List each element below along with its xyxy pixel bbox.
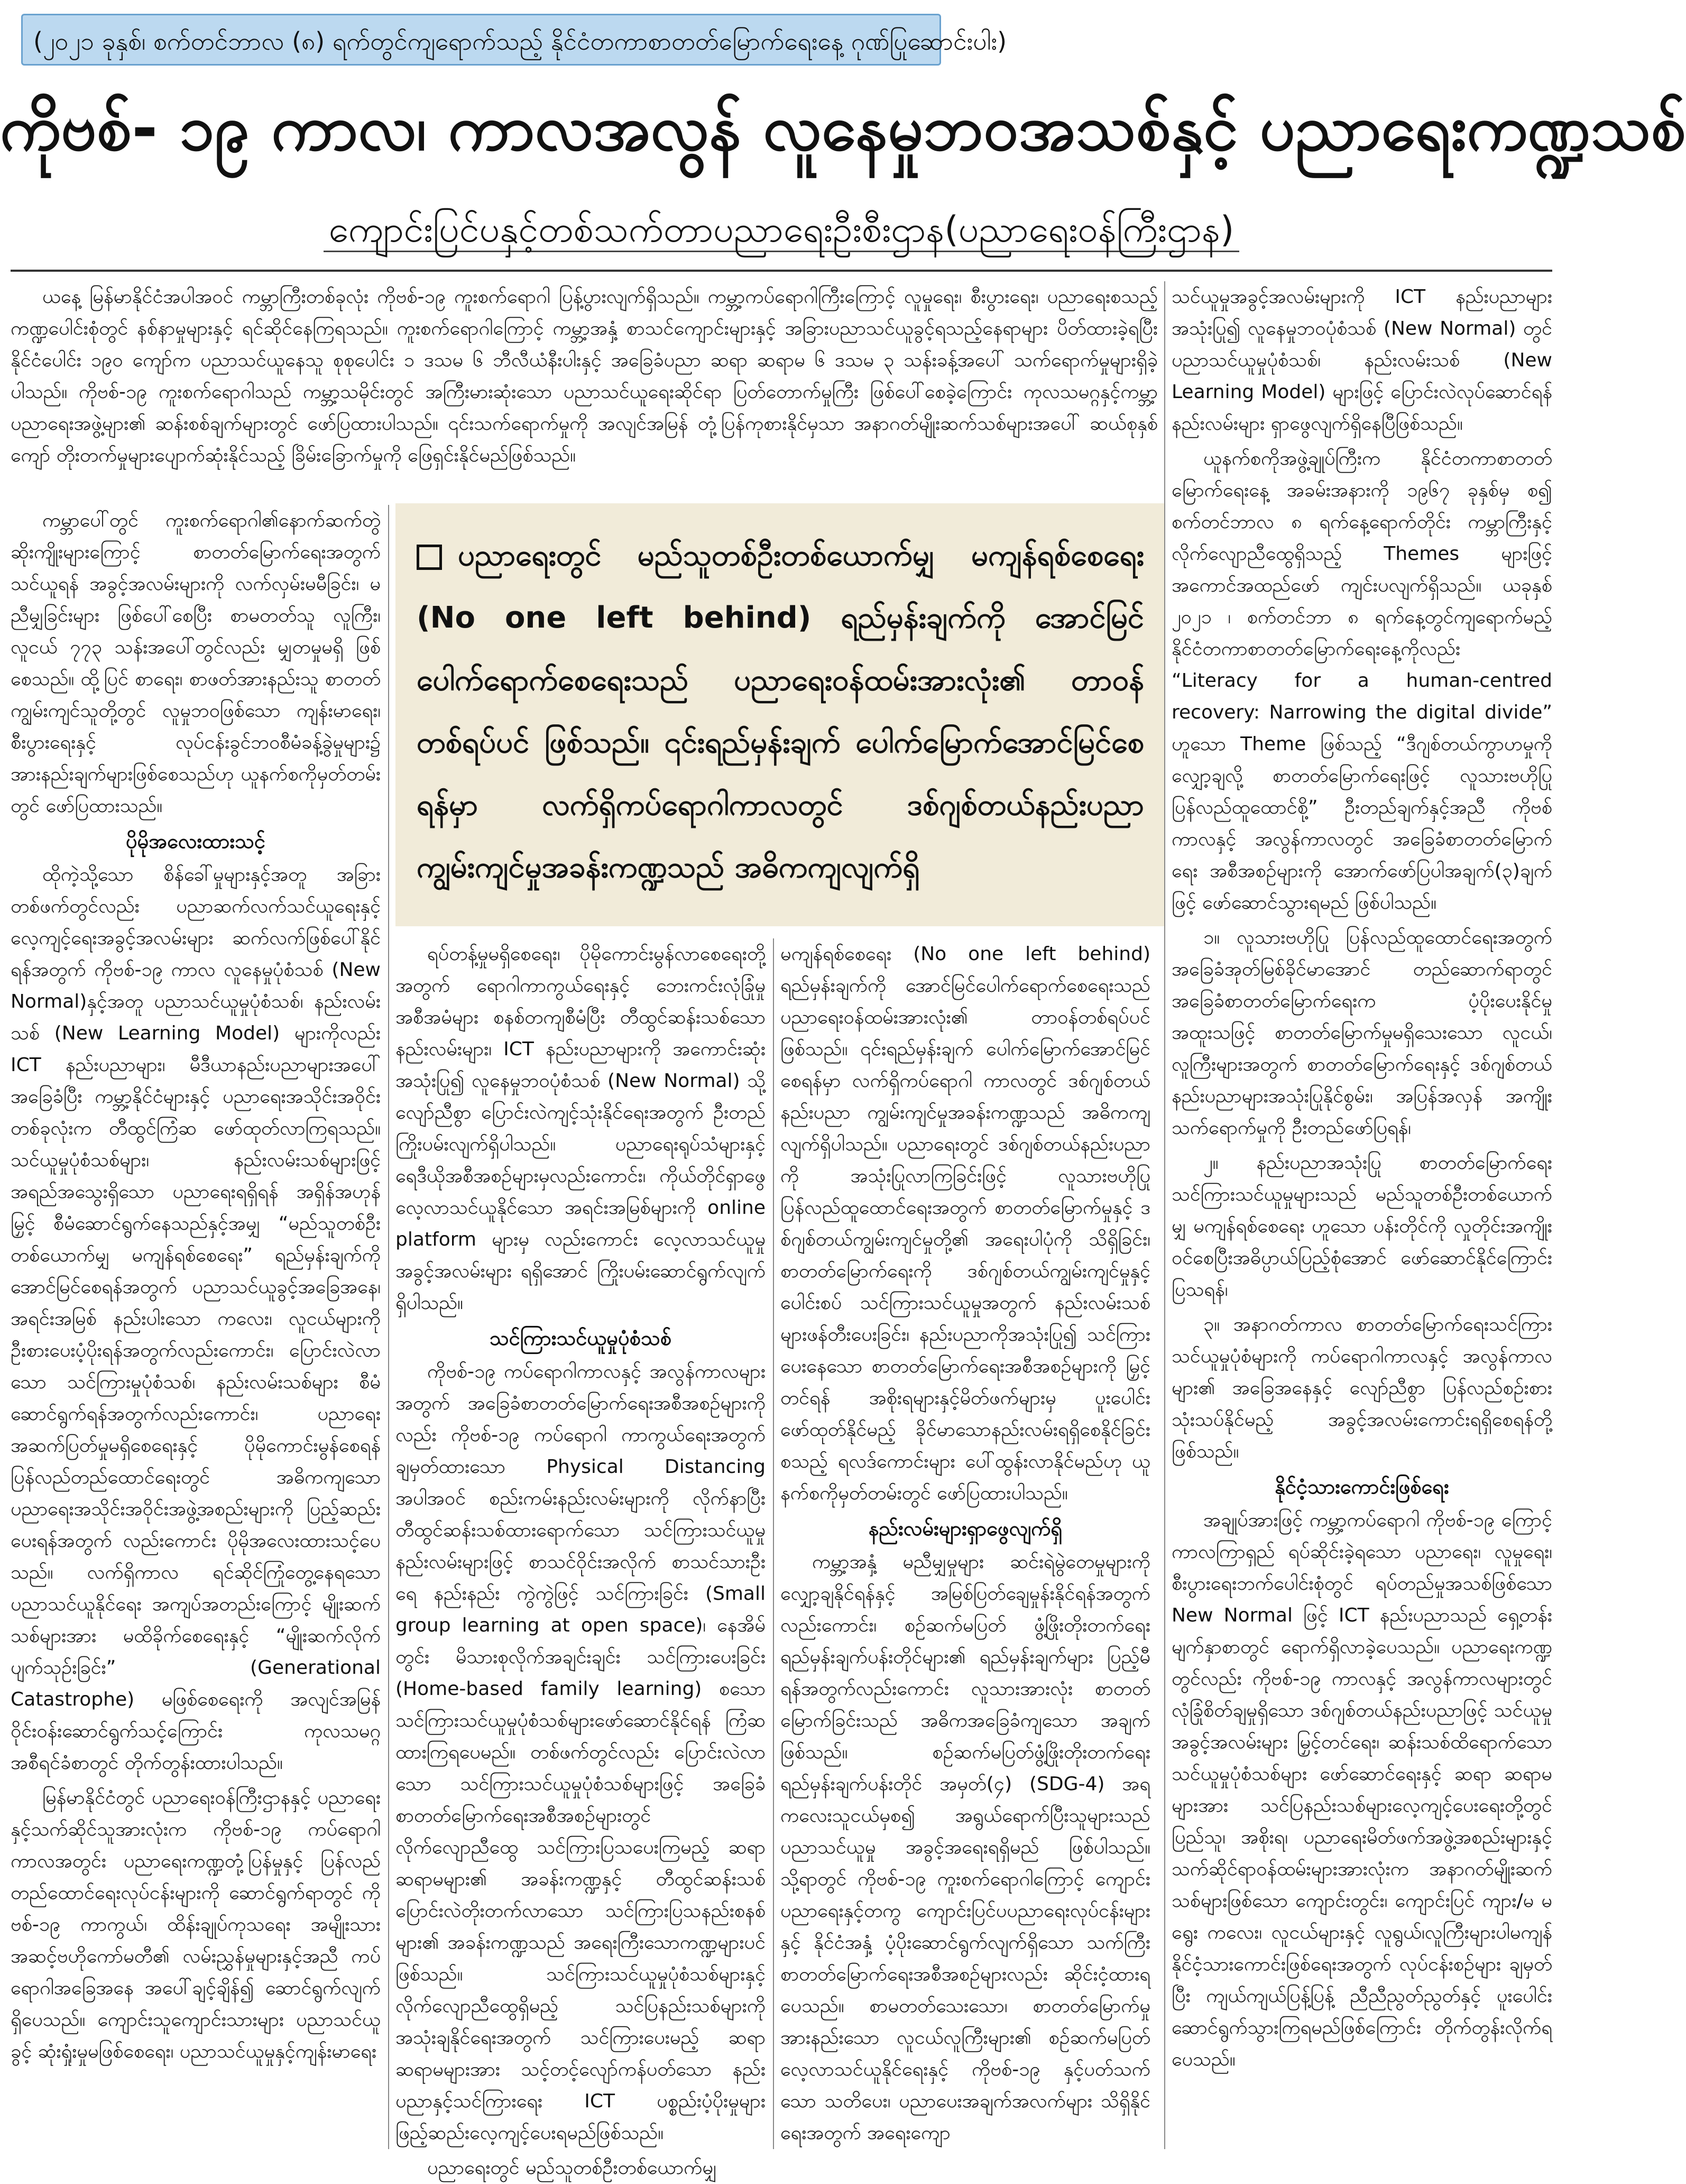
col3-paragraph-2: ကမ္ဘာ့အနှံ့ မညီမျှမှုများ ဆင်းရဲမွဲတေမှုများကို လျှော့ချနိုင်ရန်နှင့် အမြစ်ပြတ်ချေမှုန်းနိုင်ရန်အတွက် လည်းကောင်း၊ စဉ်ဆက်မပြတ် ဖွံ့ဖြိုးတိုးတက်ရေး ရည်မှန်းချက်ပန်းတိုင်များ၏ ရည်မှန်းချက်များ ပြည့်မီရန်အတွက်လည်းကောင်း လူသားအားလုံး စာတတ်မြောက်ခြင်းသည် အဓိကအခြေခံကျသော အချက်ဖြစ်သည်။ စဉ်ဆက်မပြတ်ဖွံ့ဖြိုးတိုးတက်ရေး ရည်မှန်းချက်ပန်းတိုင် အမှတ်(၄) (SDG-4) အရ ကလေးသူငယ်မှစ၍ အရွယ်ရောက်ပြီးသူများသည် ပညာသင်ယူမှု အခွင့်အရေးရရှိမည် ဖြစ်ပါသည်။ သို့ရာတွင် ကိုဗစ်-၁၉ ကူးစက်ရောဂါကြောင့် ကျောင်းပညာရေးနှင့်တကွ ကျောင်းပြင်ပပညာရေးလုပ်ငန်းများနှင့် နိုင်ငံအနှံ့ ပံ့ပိုးဆောင်ရွက်လျက်ရှိသော သက်ကြီးစာတတ်မြောက်ရေးအစီအစဉ်များလည်း ဆိုင်းငံ့ထားရပေသည်။ စာမတတ်သေးသော၊ စာတတ်မြောက်မှုအားနည်းသော လူငယ်လူကြီးများ၏ စဉ်ဆက်မပြတ်လေ့လာသင်ယူနိုင်ရေးနှင့် ကိုဗစ်-၁၉ နှင့်ပတ်သက်သော သတိပေး၊ ပညာပေးအချက်အလက်များ သိရှိနိုင်ရေးအတွက် အရေးကျော [780, 1551, 1150, 2144]
col2-subheading: သင်ကြားသင်ယူမှုပုံစံသစ် [489, 1326, 672, 1350]
col1-paragraph-1: ကမ္ဘာပေါ်တွင် ကူးစက်ရောဂါ၏နောက်ဆက်တွဲ ဆိုးကျိုးများကြောင့် စာတတ်မြောက်ရေးအတွက် သင်ယူရန် အခွင့်အလမ်းများကို လက်လှမ်းမမီခြင်း၊ မညီမျှခြင်းများ ဖြစ်ပေါ်စေပြီး စာမတတ်သူ လူကြီး၊ လူငယ် ၇၇၃ သန်းအပေါ်တွင်လည်း မျှတမှုမရှိ ဖြစ်စေသည်။ ထို့ပြင် စာရေး၊ စာဖတ်အားနည်းသူ စာတတ်ကျွမ်းကျင်သူတို့တွင် လူမှုဘဝဖြစ်သော ကျန်းမာရေး၊ စီးပွားရေးနှင့် လုပ်ငန်းခွင်ဘဝစီမံခန့်ခွဲမှုများ၌ အားနည်းချက်များဖြစ်စေသည်ဟု ယူနက်စကိုမှတ်တမ်းတွင် ဖော်ပြထားသည်။ [11, 510, 381, 817]
col4-list-item-2: ၂။ နည်းပညာအသုံးပြု စာတတ်မြောက်ရေး သင်ကြားသင်ယူမှုများသည် မည်သူတစ်ဦးတစ်ယောက်မျှ မကျန်ရစ်စေရေး ဟူသော ပန်းတိုင်ကို လှုတိုင်းအကျိုးဝင်စေပြီးအဓိပ္ပာယ်ပြည့်စုံအောင် ဖော်ဆောင်နိုင်ကြောင်း ပြသရန်၊ [1172, 1152, 1552, 1301]
lead-text: ယနေ့ မြန်မာနိုင်ငံအပါအဝင် ကမ္ဘာကြီးတစ်ခုလုံး ကိုဗစ်-၁၉ ကူးစက်ရောဂါ ပြန့်ပွားလျက်ရှိသည်။ ကမ္ဘာ့ကပ်ရောဂါကြီးကြောင့် လူမှုရေး၊ စီးပွားရေး၊ ပညာရေးစသည့် ကဏ္ဍပေါင်းစုံတွင် နစ်နာမှုများနှင့် ရင်ဆိုင်နေကြရသည်။ ကူးစက်ရောဂါကြောင့် ကမ္ဘာ့အနှံ့ စာသင်ကျောင်းများနှင့် အခြားပညာသင်ယူခွင့်ရသည့်နေရာများ ပိတ်ထားခဲ့ရပြီး နိုင်ငံပေါင်း ၁၉၀ ကျော်က ပညာသင်ယူနေသူ စုစုပေါင်း ၁ ဒသမ ၆ ဘီလီယံနီးပါးနှင့် အခြေခံပညာ ဆရာ ဆရာမ ၆ ဒသမ ၃ သန်းခန့်အပေါ် သက်ရောက်မှုများရှိခဲ့ပါသည်။ ကိုဗစ်-၁၉ ကူးစက်ရောဂါသည် ကမ္ဘာ့သမိုင်းတွင် အကြီးမားဆုံးသော ပညာသင်ယူရေးဆိုင်ရာ ပြတ်တောက်မှုကြီး ဖြစ်ပေါ်စေခဲ့ကြောင်း ကုလသမဂ္ဂနှင့်ကမ္ဘာ့ပညာရေးအဖွဲ့များ၏ ဆန်းစစ်ချက်များတွင် ဖော်ပြထားပါသည်။ ၎င်းသက်ရောက်မှုကို အလျင်အမြန် တုံ့ပြန်ကုစားနိုင်မှသာ အနာဂတ်မျိုးဆက်သစ်များအပေါ် ဆယ်စုနှစ်ကျော် တိုးတက်မှုများပျောက်ဆုံးနိုင်သည့် ခြိမ်းခြောက်မှုကို ဖြေရှင်းနိုင်မည်ဖြစ်သည်။ [11, 286, 1158, 466]
col1-paragraph-2: ထိုကဲ့သို့သော စိန်ခေါ်မှုများနှင့်အတူ အခြားတစ်ဖက်တွင်လည်း ပညာဆက်လက်သင်ယူရေးနှင့် လေ့ကျင့်ရေးအခွင့်အလမ်းများ ဆက်လက်ဖြစ်ပေါ်နိုင်ရန်အတွက် ကိုဗစ်-၁၉ ကာလ လူနေမှုပုံစံသစ် (New Normal)နှင့်အတူ ပညာသင်ယူမှုပုံစံသစ်၊ နည်းလမ်းသစ် (New Learning Model) များကိုလည်း ICT နည်းပညာများ၊ မီဒီယာနည်းပညာများအပေါ် အခြေခံပြီး ကမ္ဘာ့နိုင်ငံများနှင့် ပညာရေးအသိုင်းအဝိုင်းတစ်ခုလုံးက တီထွင်ကြံဆ ဖော်ထုတ်လာကြရသည်။ သင်ယူမှုပုံစံသစ်များ၊ နည်းလမ်းသစ်များဖြင့် အရည်အသွေးရှိသော ပညာရေးရရှိရန် အရှိန်အဟုန်မြှင့် စီမံဆောင်ရွက်နေသည်နှင့်အမျှ “မည်သူတစ်ဦးတစ်ယောက်မျှ မကျန်ရစ်စေရေး” ရည်မှန်းချက်ကို အောင်မြင်စေရန်အတွက် ပညာသင်ယူခွင့်အခြေအနေ၊ အရင်းအမြစ် နည်းပါးသော ကလေး၊ လူငယ်များကို ဦးစားပေးပံ့ပိုးရန်အတွက်လည်းကောင်း၊ ပြောင်းလဲလာသော သင်ကြားမှုပုံစံသစ်၊ နည်းလမ်းသစ်များ စီမံဆောင်ရွက်ရန်အတွက်လည်းကောင်း၊ ပညာရေး အဆက်ပြတ်မှုမရှိစေရေးနှင့် ပိုမိုကောင်းမွန်စေရန် ပြန်လည်တည်ထောင်ရေးတွင် အဓိကကျသော ပညာရေးအသိုင်းအဝိုင်းအဖွဲ့အစည်းများကို ပြည့်ဆည်းပေးရန်အတွက် လည်းကောင်း ပိုမိုအလေးထားသင့်ပေသည်။ လက်ရှိကာလ ရင်ဆိုင်ကြုံတွေ့နေရသော ပညာသင်ယူနိုင်ရေး အကျပ်အတည်းကြောင့် မျိုးဆက်သစ်များအား မထိခိုက်စေရေးနှင့် “မျိုးဆက်လိုက်ပျက်သုဉ်းခြင်း” (Generational Catastrophe) မဖြစ်စေရေးကို အလျင်အမြန် ဝိုင်းဝန်းဆောင်ရွက်သင့်ကြောင်း ကုလသမဂ္ဂအစီရင်ခံစာတွင် တိုက်တွန်းထားပါသည်။ [11, 864, 381, 1774]
column-divider-2 [773, 938, 774, 2149]
col4-list-item-1: ၁။ လူသားဗဟိုပြု ပြန်လည်ထူထောင်ရေးအတွက် အခြေခံအုတ်မြစ်ခိုင်မာအောင် တည်ဆောက်ရာတွင် အခြေခံစာတတ်မြောက်ရေးက ပံ့ပိုးပေးနိုင်မှု အထူးသဖြင့် စာတတ်မြောက်မှုမရှိသေးသော လူငယ်၊ လူကြီးများအတွက် စာတတ်မြောက်ရေးနှင့် ဒစ်ဂျစ်တယ်နည်းပညာများအသုံးပြုနိုင်စွမ်း၊ အပြန်အလှန် အကျိုးသက်ရောက်မှုကို ဦးတည်ဖော်ပြရန်၊ [1172, 927, 1552, 1139]
col4-paragraph-1: သင်ယူမှုအခွင့်အလမ်းများကို ICT နည်းပညာများ အသုံးပြု၍ လူနေမှုဘဝပုံစံသစ် (New Normal) တွင် ပညာသင်ယူမှုပုံစံသစ်၊ နည်းလမ်းသစ် (New Learning Model) များဖြင့် ပြောင်းလဲလုပ်ဆောင်ရန် နည်းလမ်းများ ရှာဖွေလျက်ရှိနေပြီဖြစ်သည်။ [1172, 286, 1552, 435]
article-byline [0, 201, 1563, 259]
byline-text: ကျောင်းပြင်ပနှင့်တစ်သက်တာပညာရေးဦးစီးဌာန(ပညာရေးဝန်ကြီးဌာန) [324, 209, 1240, 252]
pull-quote-box [395, 503, 1165, 926]
col1-subheading: ပိုမိုအလေးထားသင့် [126, 830, 265, 853]
col4-subheading: နိုင်ငံ့သားကောင်းဖြစ်ရေး [1275, 1475, 1449, 1498]
col4-paragraph-2: ယူနက်စကိုအဖွဲ့ချုပ်ကြီးက နိုင်ငံတကာစာတတ်မြောက်ရေးနေ့ အခမ်းအနားကို ၁၉၆၇ ခုနှစ်မှ စ၍ စက်တင်ဘာလ ၈ ရက်နေ့ရောက်တိုင်း ကမ္ဘာကြီးနှင့်လိုက်လျောညီထွေရှိသည့် Themes များဖြင့် အကောင်အထည်ဖော် ကျင်းပလျက်ရှိသည်။ ယခုနှစ် ၂၀၂၁ ၊ စက်တင်ဘာ ၈ ရက်နေ့တွင်ကျရောက်မည့် နိုင်ငံတကာစာတတ်မြောက်ရေးနေ့ကိုလည်း “Literacy for a human-centred recovery: Narrowing the digital divide” ဟူသော Theme ဖြစ်သည့် “ဒီဂျစ်တယ်ကွာဟမှုကိုလျှော့ချလို့ စာတတ်မြောက်ရေးဖြင့် လူသားဗဟိုပြုပြန်လည်ထူထောင်စို့” ဦးတည်ချက်နှင့်အညီ ကိုဗစ်ကာလနှင့် အလွန်ကာလတွင် အခြေခံစာတတ်မြောက်ရေး အစီအစဉ်များကို အောက်ဖော်ပြပါအချက်(၃)ချက်ဖြင့် ဖော်ဆောင်သွားရမည် ဖြစ်ပါသည်။ [1172, 448, 1552, 914]
commemoration-banner: (၂၀၂၁ ခုနှစ်၊ စက်တင်ဘာလ (၈) ရက်တွင်ကျရောက်သည့် နိုင်ငံတကာစာတတ်မြောက်ရေးနေ့ ဂုဏ်ပြုဆောင်းပါး) [21, 14, 941, 66]
article-column-2 [395, 938, 766, 2179]
checkbox-bullet-icon [417, 545, 442, 570]
article-title: ကိုဗစ်- ၁၉ ကာလ၊ ကာလအလွန် လူနေမှုဘဝအသစ်နှင့် ပညာရေးကဏ္ဍသစ် [0, 91, 1686, 164]
pull-quote-text: ပညာရေးတွင် မည်သူတစ်ဦးတစ်ယောက်မျှ မကျန်ရစ်စေရေး (No one left behind) ရည်မှန်းချက်ကို အောင်မြင်ပေါက်ရောက်စေရေးသည် ပညာရေးဝန်ထမ်းအားလုံး၏ တာဝန်တစ်ရပ်ပင် ဖြစ်သည်။ ၎င်းရည်မှန်းချက် ပေါက်မြောက်အောင်မြင်စေရန်မှာ လက်ရှိကပ်ရောဂါကာလတွင် ဒစ်ဂျစ်တယ်နည်းပညာ ကျွမ်းကျင်မှုအခန်းကဏ္ဍသည် အဓိကကျလျက်ရှိ [417, 538, 1144, 884]
col2-paragraph-3: ပညာရေးတွင် မည်သူတစ်ဦးတစ်ယောက်မျှ [427, 2157, 717, 2179]
column-divider-1 [388, 505, 389, 2149]
col3-paragraph-1: မကျန်ရစ်စေရေး (No one left behind) ရည်မှန်းချက်ကို အောင်မြင်ပေါက်ရောက်စေရေးသည် ပညာရေးဝန်ထမ်းအားလုံး၏ တာဝန်တစ်ရပ်ပင်ဖြစ်သည်။ ၎င်းရည်မှန်းချက် ပေါက်မြောက်အောင်မြင်စေရန်မှာ လက်ရှိကပ်ရောဂါ ကာလတွင် ဒစ်ဂျစ်တယ်နည်းပညာ ကျွမ်းကျင်မှုအခန်းကဏ္ဍသည် အဓိကကျလျက်ရှိပါသည်။ ပညာရေးတွင် ဒစ်ဂျစ်တယ်နည်းပညာကို အသုံးပြုလာကြခြင်းဖြင့် လူသားဗဟိုပြု ပြန်လည်ထူထောင်ရေးအတွက် စာတတ်မြောက်မှုနှင့် ဒစ်ဂျစ်တယ်ကျွမ်းကျင်မှုတို့၏ အရေးပါပုံကို သိရှိခြင်း၊ စာတတ်မြောက်ရေးကို ဒစ်ဂျစ်တယ်ကျွမ်းကျင်မှုနှင့် ပေါင်းစပ် သင်ကြားသင်ယူမှုအတွက် နည်းလမ်းသစ်များဖန်တီးပေးခြင်း၊ နည်းပညာကိုအသုံးပြု၍ သင်ကြားပေးနေသော စာတတ်မြောက်ရေးအစီအစဉ်များကို မြှင့်တင်ရန် အစိုးရများနှင့်မိတ်ဖက်များမှ ပူးပေါင်းဖော်ထုတ်နိုင်မည့် ခိုင်မာသောနည်းလမ်းရရှိစေနိုင်ခြင်း စသည့် ရလဒ်ကောင်းများ ပေါ်ထွန်းလာနိုင်မည်ဟု ယူနက်စကိုမှတ်တမ်းတွင် ဖော်ပြထားပါသည်။ [780, 943, 1150, 1504]
col2-paragraph-2: ကိုဗစ်-၁၉ ကပ်ရောဂါကာလနှင့် အလွန်ကာလများအတွက် အခြေခံစာတတ်မြောက်ရေးအစီအစဉ်များကိုလည်း ကိုဗစ်-၁၉ ကပ်ရောဂါ ကာကွယ်ရေးအတွက် ချမှတ်ထားသော Physical Distancing အပါအဝင် စည်းကမ်းနည်းလမ်းများကို လိုက်နာပြီး တီထွင်ဆန်းသစ်ထားရောက်သော သင်ကြားသင်ယူမှုနည်းလမ်းများဖြင့် စာသင်ဝိုင်းအလိုက် စာသင်သားဦးရေ နည်းနည်း ကွဲကွဲဖြင့် သင်ကြားခြင်း (Small group learning at open space)၊ နေအိမ်တွင်း မိသားစုလိုက်အချင်းချင်း သင်ကြားပေးခြင်း (Home-based family learning) စသော သင်ကြားသင်ယူမှုပုံစံသစ်များဖော်ဆောင်နိုင်ရန် ကြံဆထားကြရပေမည်။ တစ်ဖက်တွင်လည်း ပြောင်းလဲလာသော သင်ကြားသင်ယူမှုပုံစံသစ်များဖြင့် အခြေခံစာတတ်မြောက်ရေးအစီအစဉ်များတွင် လိုက်လျောညီထွေ သင်ကြားပြသပေးကြမည့် ဆရာ ဆရာမများ၏ အခန်းကဏ္ဍနှင့် တီထွင်ဆန်းသစ် ပြောင်းလဲတိုးတက်လာသော သင်ကြားပြသနည်းစနစ်များ၏ အခန်းကဏ္ဍသည် အရေးကြီးသောကဏ္ဍများပင်ဖြစ်သည်။ သင်ကြားသင်ယူမှုပုံစံသစ်များနှင့် လိုက်လျောညီထွေရှိမည့် သင်ပြနည်းသစ်များကို အသုံးချနိုင်ရေးအတွက် သင်ကြားပေးမည့် ဆရာ ဆရာမများအား သင့်တင့်လျော်ကန်ပတ်သော နည်းပညာနှင့်သင်ကြားရေး ICT ပစ္စည်းပံ့ပိုးမှုများ ဖြည့်ဆည်းလေ့ကျင့်ပေးရမည်ဖြစ်သည်။ [395, 1361, 766, 2144]
col2-paragraph-1: ရပ်တန့်မှုမရှိစေရေး၊ ပိုမိုကောင်းမွန်လာစေရေးတို့အတွက် ရောဂါကာကွယ်ရေးနှင့် ဘေးကင်းလုံခြုံမှု အစီအမံများ စနစ်တကျစီမံပြီး တီထွင်ဆန်းသစ်သော နည်းလမ်းများ၊ ICT နည်းပညာများကို အကောင်းဆုံးအသုံးပြု၍ လူနေမှုဘဝပုံစံသစ် (New Normal) သို့ လျော်ညီစွာ ပြောင်းလဲကျင့်သုံးနိုင်ရေးအတွက် ဦးတည်ကြိုးပမ်းလျက်ရှိပါသည်။ ပညာရေးရုပ်သံများနှင့် ရေဒီယိုအစီအစဉ်များမှလည်းကောင်း၊ ကိုယ်တိုင်ရှာဖွေလေ့လာသင်ယူနိုင်သော အရင်းအမြစ်များကို online platform များမှ လည်းကောင်း လေ့လာသင်ယူမှုအခွင့်အလမ်းများ ရရှိအောင် ကြိုးပမ်းဆောင်ရွက်လျက်ရှိပါသည်။ [395, 943, 766, 1314]
lead-paragraph [11, 281, 1158, 498]
col4-paragraph-3: အချုပ်အားဖြင့် ကမ္ဘာ့ကပ်ရောဂါ ကိုဗစ်-၁၉ ကြောင့် ကာလကြာရှည် ရပ်ဆိုင်းခဲ့ရသော ပညာရေး၊ လူမှုရေး၊ စီးပွားရေးဘက်ပေါင်းစုံတွင် ရပ်တည်မှုအသစ်ဖြစ်သော New Normal ဖြင့် ICT နည်းပညာသည် ရှေ့တန်းမျက်နှာစာတွင် ရောက်ရှိလာခဲ့ပေသည်။ ပညာရေးကဏ္ဍတွင်လည်း ကိုဗစ်-၁၉ ကာလနှင့် အလွန်ကာလများတွင် လုံခြုံစိတ်ချမှုရှိသော ဒစ်ဂျစ်တယ်နည်းပညာဖြင့် သင်ယူမှုအခွင့်အလမ်းများ မြှင့်တင်ရေး၊ ဆန်းသစ်ထိရောက်သော သင်ယူမှုပုံစံသစ်များ ဖော်ဆောင်ရေးနှင့် ဆရာ ဆရာမများအား သင်ပြနည်းသစ်များလေ့ကျင့်ပေးရေးတို့တွင် ပြည်သူ၊ အစိုးရ၊ ပညာရေးမိတ်ဖက်အဖွဲ့အစည်းများနှင့် သက်ဆိုင်ရာဝန်ထမ်းများအားလုံးက အနာဂတ်မျိုးဆက်သစ်များဖြစ်သော ကျောင်းတွင်း၊ ကျောင်းပြင် ကျား/မ မရွေး ကလေး၊ လူငယ်များနှင့် လူရွယ်၊လူကြီးများပါမကျန် နိုင်ငံ့သားကောင်းဖြစ်ရေးအတွက် လုပ်ငန်းစဉ်များ ချမှတ်ပြီး ကျယ်ကျယ်ပြန့်ပြန့် ညီညီညွတ်ညွတ်နှင့် ပူးပေါင်းဆောင်ရွက်သွားကြရမည်ဖြစ်ကြောင်း တိုက်တွန်းလိုက်ရပေသည်။ [1172, 1509, 1552, 2070]
article-column-4 [1172, 281, 1552, 2152]
col4-list-item-3: ၃။ အနာဂတ်ကာလ စာတတ်မြောက်ရေးသင်ကြားသင်ယူမှုပုံစံများကို ကပ်ရောဂါကာလနှင့် အလွန်ကာလများ၏ အခြေအနေနှင့် လျော်ညီစွာ ပြန်လည်စဉ်းစားသုံးသပ်နိုင်မည့် အခွင့်အလမ်းကောင်းရရှိစေရန်တို့ဖြစ်သည်။ [1172, 1314, 1552, 1462]
col3-subheading: နည်းလမ်းများရှာဖွေလျက်ရှိ [868, 1517, 1063, 1540]
article-column-1 [11, 505, 381, 2152]
col1-paragraph-3: မြန်မာနိုင်ငံတွင် ပညာရေးဝန်ကြီးဌာနနှင့် ပညာရေးနှင့်သက်ဆိုင်သူအားလုံးက ကိုဗစ်-၁၉ ကပ်ရောဂါကာလအတွင်း ပညာရေးကဏ္ဍတုံ့ပြန်မှုနှင့် ပြန်လည်တည်ထောင်ရေးလုပ်ငန်းများကို ဆောင်ရွက်ရာတွင် ကိုဗစ်-၁၉ ကာကွယ်၊ ထိန်းချုပ်ကုသရေး အမျိုးသားအဆင့်ဗဟိုကော်မတီ၏ လမ်းညွှန်မှုများနှင့်အညီ ကပ်ရောဂါအခြေအနေ အပေါ်ချင့်ချိန်၍ ဆောင်ရွက်လျက်ရှိပေသည်။ ကျောင်းသူကျောင်းသားများ ပညာသင်ယူခွင့် ဆုံးရှုံးမှုမဖြစ်စေရေး၊ ပညာသင်ယူမှုနှင့်ကျန်းမာရေး [11, 1787, 381, 2062]
header-divider [11, 270, 1552, 272]
article-column-3 [780, 938, 1150, 2152]
column-divider-3 [1164, 281, 1165, 2149]
